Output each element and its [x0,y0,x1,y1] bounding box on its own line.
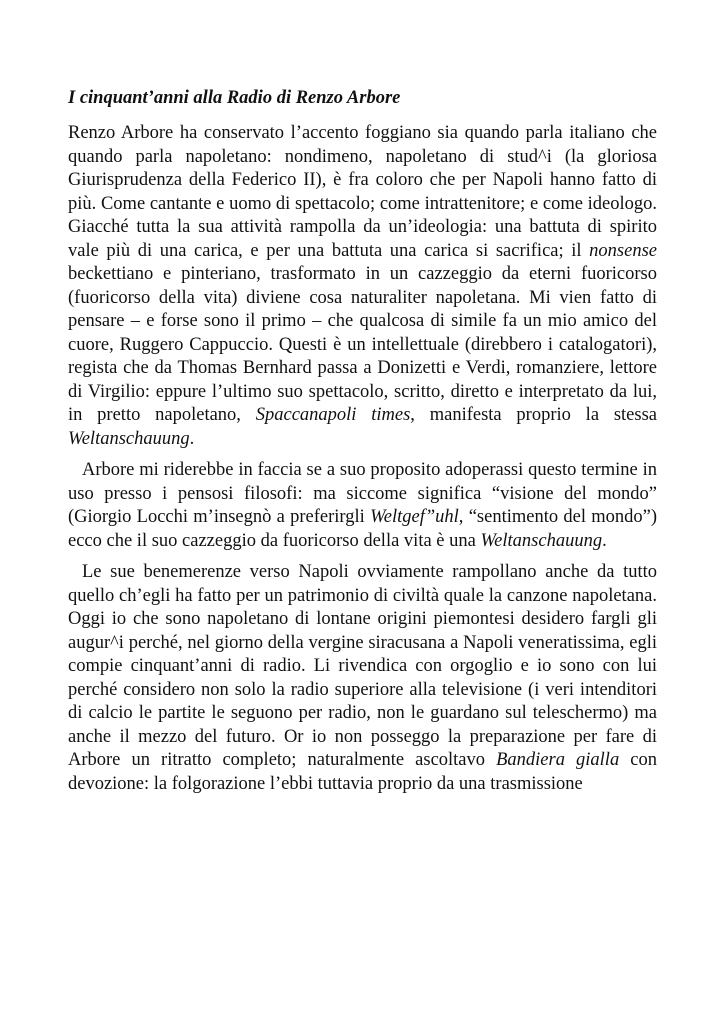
italic-text: Spaccanapoli times [255,405,411,425]
text-run: . [602,530,607,551]
text-run: . [189,428,195,449]
document-page [68,86,657,804]
article-body [68,122,657,796]
text-run: Renzo Arbore ha conservato l’accento foggiano sia quando parla italiano che quando parla napoletano: nondimeno, napoletano di stud^i (la gloriosa Giurisprudenza della Federico II), è fra coloro che per Napoli hanno fatto di più. Come cantante e uomo di spettacolo; come intrattenitore; e come ideologo. Giacché tutta la sua attività rampolla da un’ideologia: una battuta di spirito vale più di una carica, e per una battuta una carica si sacrifica; il [68,123,657,261]
text-run: Arbore mi riderebbe in faccia se a suo proposito adoperassi questo termine in uso presso i pensosi filosofi: ma siccome significa “visione del mondo” (Giorgio Locchi m’insegnò a preferirgli [68,460,657,527]
text-run: con devozione: la folgorazione l’ebbi tuttavia proprio da una trasmissione [68,750,657,794]
article-title: I cinquant’anni alla Radio di Renzo Arbore [68,88,401,108]
text-run: , “sentimento del mondo”) ecco che il suo cazzeggio da fuoricorso della vita è una [68,507,657,551]
text-run: beckettiano e pinteriano, trasformato in un cazzeggio da eterni fuoricorso (fuoricorso della vita) diviene cosa naturaliter napoletana. Mi vien fatto di pensare – e forse sono il primo – che qualcosa di simile fa un mio amico del cuore, Ruggero Cappuccio. Questi è un intellettuale (direbbero i catalogatori), regista che da Thomas Bernhard passa a Donizetti e Verdi, romanziere, lettore di Virgilio: eppure l’ultimo suo spettacolo, scritto, diretto e interpretato da lui, in pretto napoletano, [68,264,657,425]
italic-text: Weltanschauung [480,530,603,551]
text-run: Le sue benemerenze verso Napoli ovviamente rampollano anche da tutto quello ch’egli ha fatto per un patrimonio di civiltà quale la canzone napoletana. Oggi io che sono napoletano di lontane origini piemontesi desidero fargli gli augur^i perché, nel giorno della vergine siracusana a Napoli veneratissima, egli compie cinquant’anni di radio. Li rivendica con orgoglio e io sono con lui perché considero non solo la radio superiore alla televisione (i veri intenditori di calcio le partite le seguono per radio, non le guardano sul teleschermo) ma anche il mezzo del futuro. Or io non posseggo la preparazione per fare di Arbore un ritratto completo; naturalmente ascoltavo [68,562,657,770]
italic-text: Weltgef”uhl [370,507,459,527]
paragraph-1 [68,122,657,451]
paragraph-2 [68,459,657,553]
italic-text: nonsense [589,240,657,261]
italic-text: Bandiera gialla [496,750,620,770]
paragraph-3 [68,561,657,796]
italic-text: Weltanschauung [68,428,190,449]
text-run: , manifesta proprio la stessa [410,405,657,425]
